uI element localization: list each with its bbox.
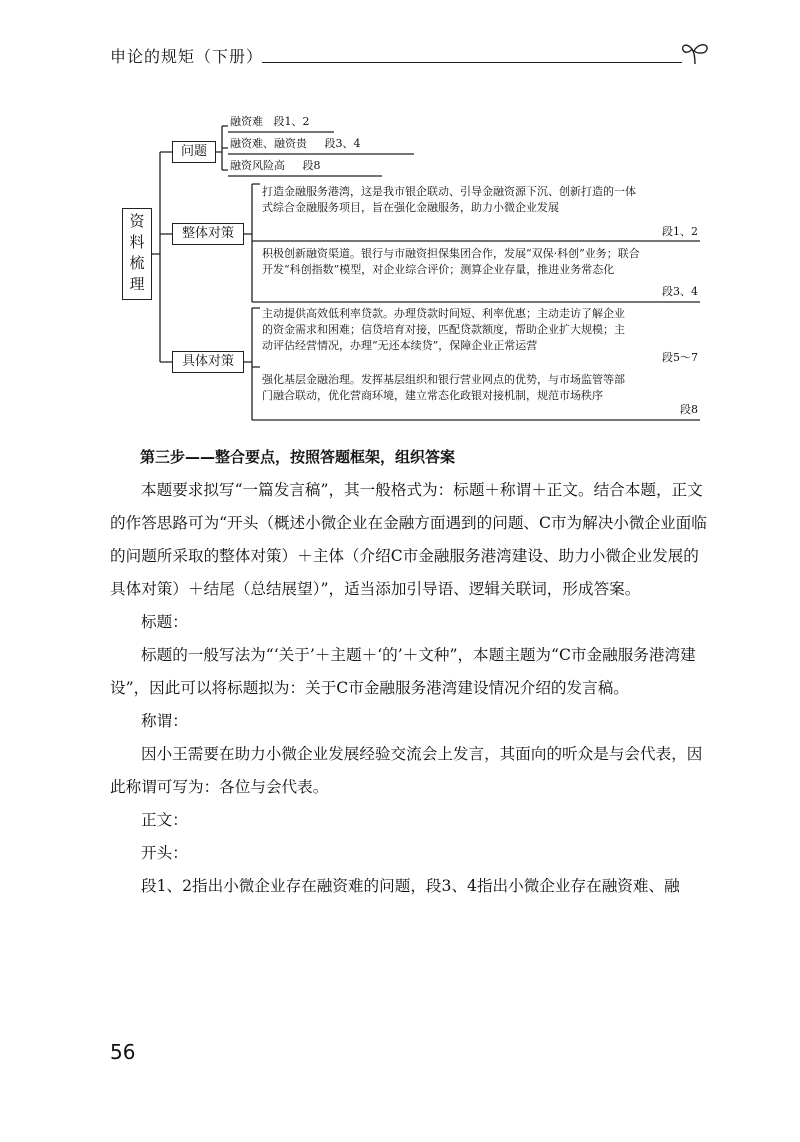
wenti-item: 融资难、融资贵 段3、4 <box>230 137 361 150</box>
root-node <box>122 208 152 300</box>
page-number: 56 <box>110 1040 136 1064</box>
material-mindmap <box>110 110 700 430</box>
label-opening: 开头： <box>141 844 188 862</box>
root-char: 梳 <box>129 254 145 272</box>
paragraph: 标题的一般写法为“‘关于’＋主题＋‘的’＋文种”，本题主题为“C市金融服务港湾建设”，因此可以将标题拟为：关于C市金融服务港湾建设情况介绍的发言稿。 <box>110 646 696 697</box>
paragraph: 段1、2指出小微企业存在融资难的问题，段3、4指出小微企业存在融资难、融 <box>141 877 680 895</box>
running-header <box>110 40 710 70</box>
root-char: 资 <box>129 212 145 230</box>
juti-item: 强化基层金融治理。发挥基层组织和银行营业网点的优势，与市场监管等部门融合联动，优化营商环境，建立常态化政银对接机制，规范市场秩序 段8 <box>262 373 698 416</box>
wenti-item: 融资风险高 段8 <box>230 159 321 172</box>
label-title: 标题： <box>141 613 188 631</box>
zhengti-item: 打造金融服务港湾，这是我市银企联动、引导金融资源下沉、创新打造的一体式综合金融服务项目，旨在强化金融服务，助力小微企业发展 段1、2 <box>262 185 698 238</box>
step-heading: 第三步——整合要点，按照答题框架，组织答案 <box>140 448 456 466</box>
branch-juti: 具体对策 <box>172 351 244 373</box>
paragraph: 因小王需要在助力小微企业发展经验交流会上发言，其面向的听众是与会代表，因此称谓可写为：各位与会代表。 <box>110 745 703 796</box>
label-salutation: 称谓： <box>141 712 188 730</box>
header-rule <box>262 62 682 63</box>
root-char: 料 <box>129 233 145 251</box>
branch-zhengti: 整体对策 <box>172 223 244 245</box>
root-char: 理 <box>129 275 145 293</box>
wenti-item: 融资难 段1、2 <box>230 115 310 128</box>
juti-item: 主动提供高效低利率贷款。办理贷款时间短、利率优惠；主动走访了解企业的资金需求和困难；信贷培育对接，匹配贷款额度，帮助企业扩大规模；主动评估经营情况，办理“无还本续贷”，保障企业正常运营 段5～7 <box>262 307 698 364</box>
header-title: 申论的规矩（下册） <box>110 47 264 66</box>
sprout-icon <box>680 40 710 66</box>
zhengti-item: 积极创新融资渠道。银行与市融资担保集团合作，发展“双保·科创”业务；联合开发“科创指数”模型，对企业综合评价；测算企业存量，推进业务常态化 段3、4 <box>262 247 698 298</box>
branch-wenti: 问题 <box>172 141 216 163</box>
body-text <box>110 474 708 903</box>
paragraph: 本题要求拟写“一篇发言稿”，其一般格式为：标题＋称谓＋正文。结合本题，正文的作答思路可为“开头（概述小微企业在金融方面遇到的问题、C市为解决小微企业面临的问题所采取的整体对策）＋主体（介绍C市金融服务港湾建设、助力小微企业发展的具体对策）＋结尾（总结展望）”，适当添加引导语、逻辑关联词，形成答案。 <box>110 481 707 598</box>
label-body: 正文： <box>141 811 188 829</box>
